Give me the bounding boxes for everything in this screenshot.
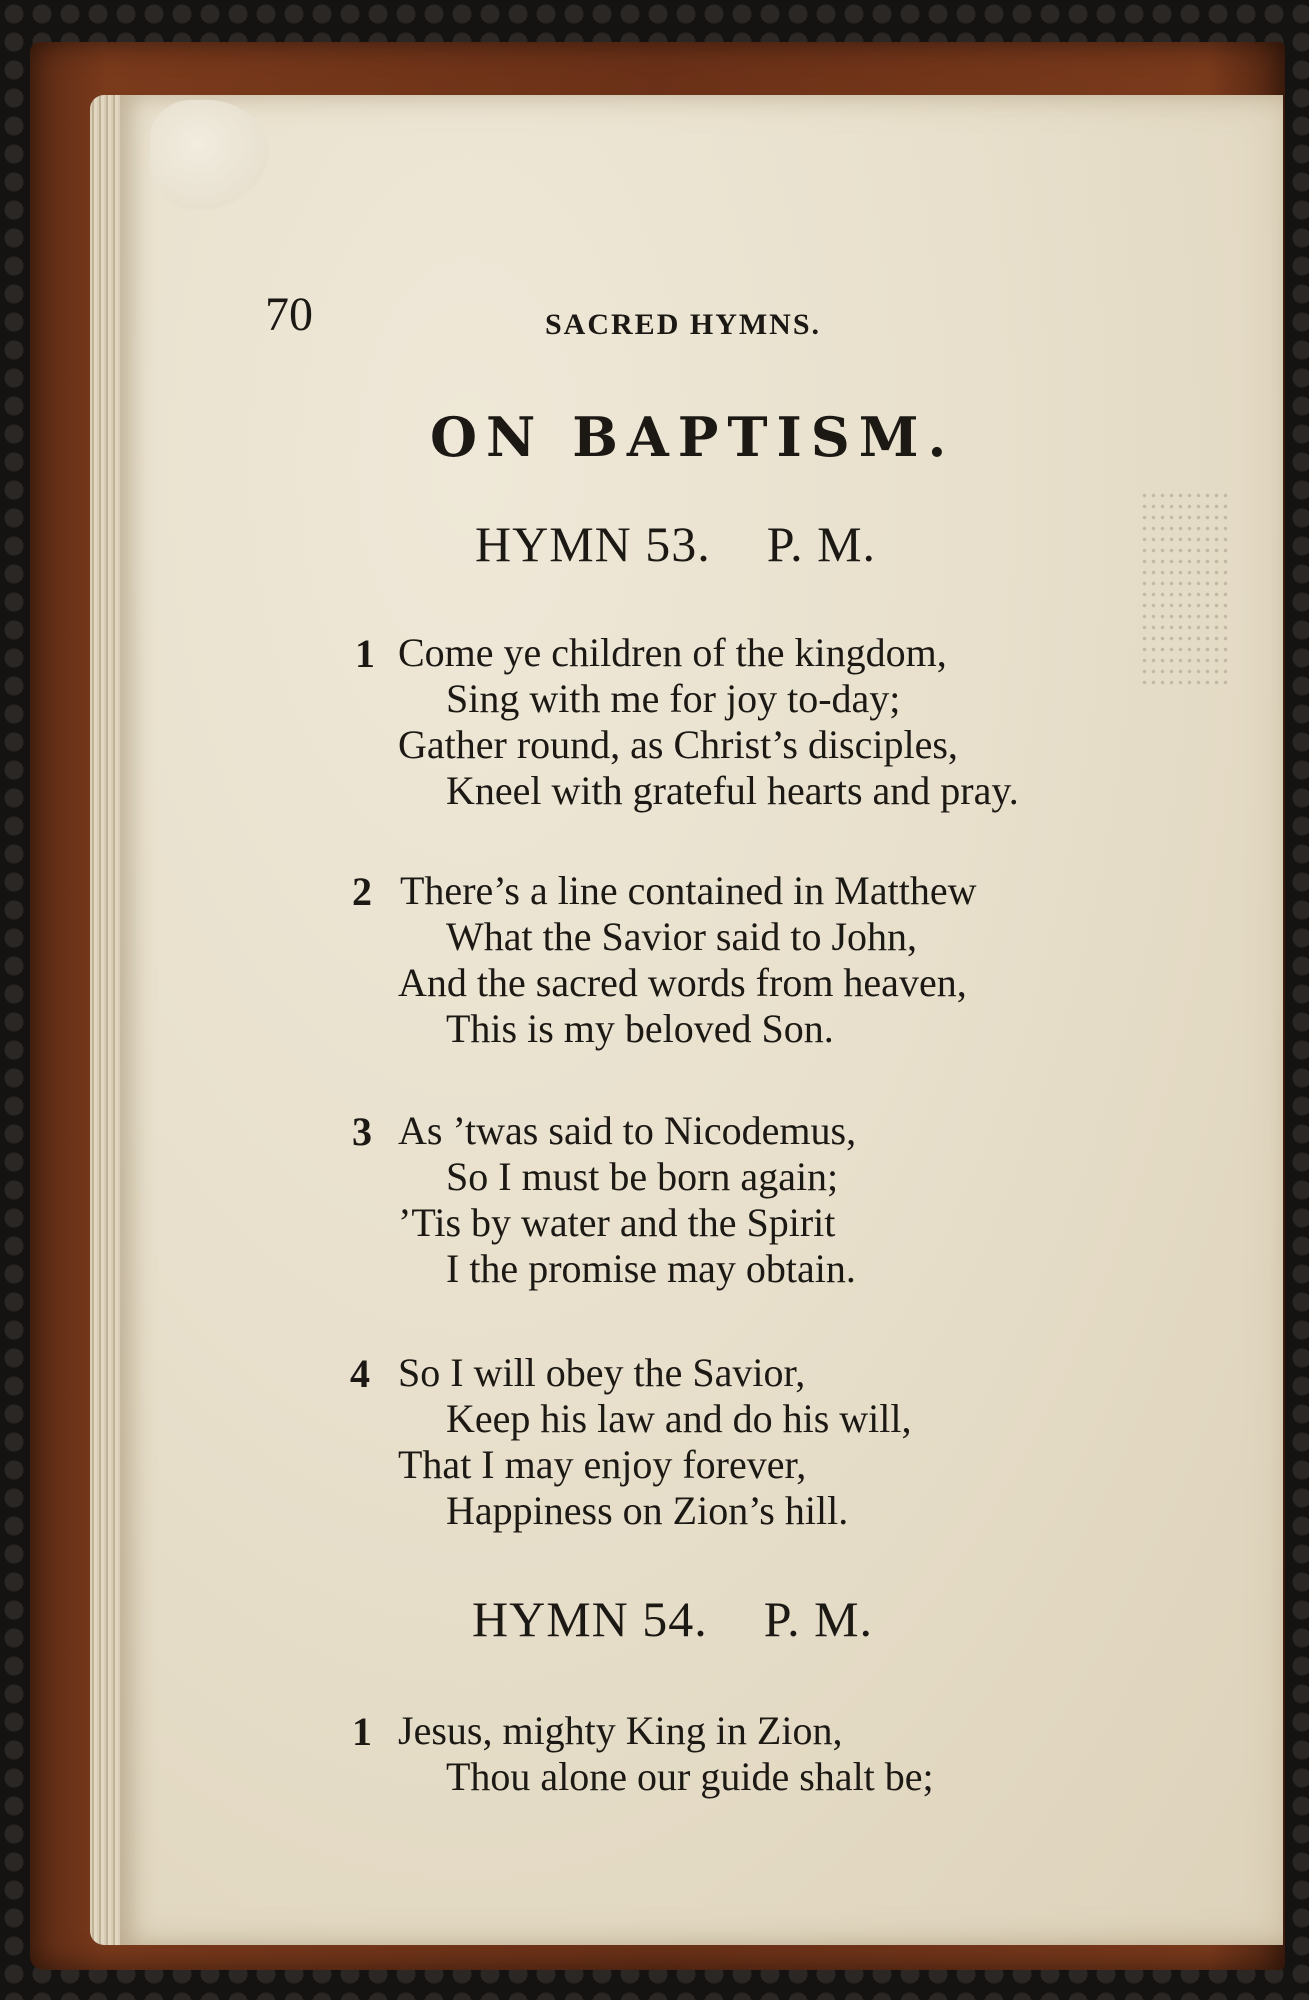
verse-line: Jesus, mighty King in Zion, xyxy=(398,1708,843,1753)
verse-line: That I may enjoy forever, xyxy=(398,1442,807,1487)
corner-tear xyxy=(150,100,270,210)
verse-line: I the promise may obtain. xyxy=(446,1246,856,1291)
ink-specks xyxy=(1140,490,1230,690)
verse-line: Gather round, as Christ’s disciples, xyxy=(398,722,958,767)
section-title: ON BAPTISM. xyxy=(430,405,956,469)
stanza-number: 1 xyxy=(355,631,375,676)
stanza-number: 1 xyxy=(352,1709,372,1754)
stanza-number: 3 xyxy=(352,1109,372,1154)
verse-line: Come ye children of the kingdom, xyxy=(398,630,947,675)
verse-line: Keep his law and do his will, xyxy=(446,1396,912,1441)
verse-line: Thou alone our guide shalt be; xyxy=(446,1754,934,1799)
verse-line: Happiness on Zion’s hill. xyxy=(446,1488,849,1533)
verse-line: So I must be born again; xyxy=(446,1154,839,1199)
verse-line: ’Tis by water and the Spirit xyxy=(398,1200,836,1245)
stanza-number: 2 xyxy=(352,869,372,914)
hymn-meter: P. M. xyxy=(763,1591,874,1647)
hymn-heading xyxy=(475,515,876,573)
page-number: 70 xyxy=(265,288,313,341)
verse-line: As ’twas said to Nicodemus, xyxy=(398,1108,857,1153)
hymn-number: HYMN 53. xyxy=(475,516,711,572)
verse-line: This is my beloved Son. xyxy=(446,1006,834,1051)
hymn-heading xyxy=(472,1590,873,1648)
verse-line: And the sacred words from heaven, xyxy=(398,960,967,1005)
hymn-meter: P. M. xyxy=(766,516,877,572)
verse-line: So I will obey the Savior, xyxy=(398,1350,806,1395)
verse-line: There’s a line contained in Matthew xyxy=(400,868,977,913)
stanza-number: 4 xyxy=(350,1351,370,1396)
verse-line: What the Savior said to John, xyxy=(446,914,918,959)
hymn-number: HYMN 54. xyxy=(472,1591,708,1647)
verse-line: Sing with me for joy to-day; xyxy=(446,676,901,721)
verse-line: Kneel with grateful hearts and pray. xyxy=(446,768,1019,813)
running-head: SACRED HYMNS. xyxy=(545,308,822,341)
